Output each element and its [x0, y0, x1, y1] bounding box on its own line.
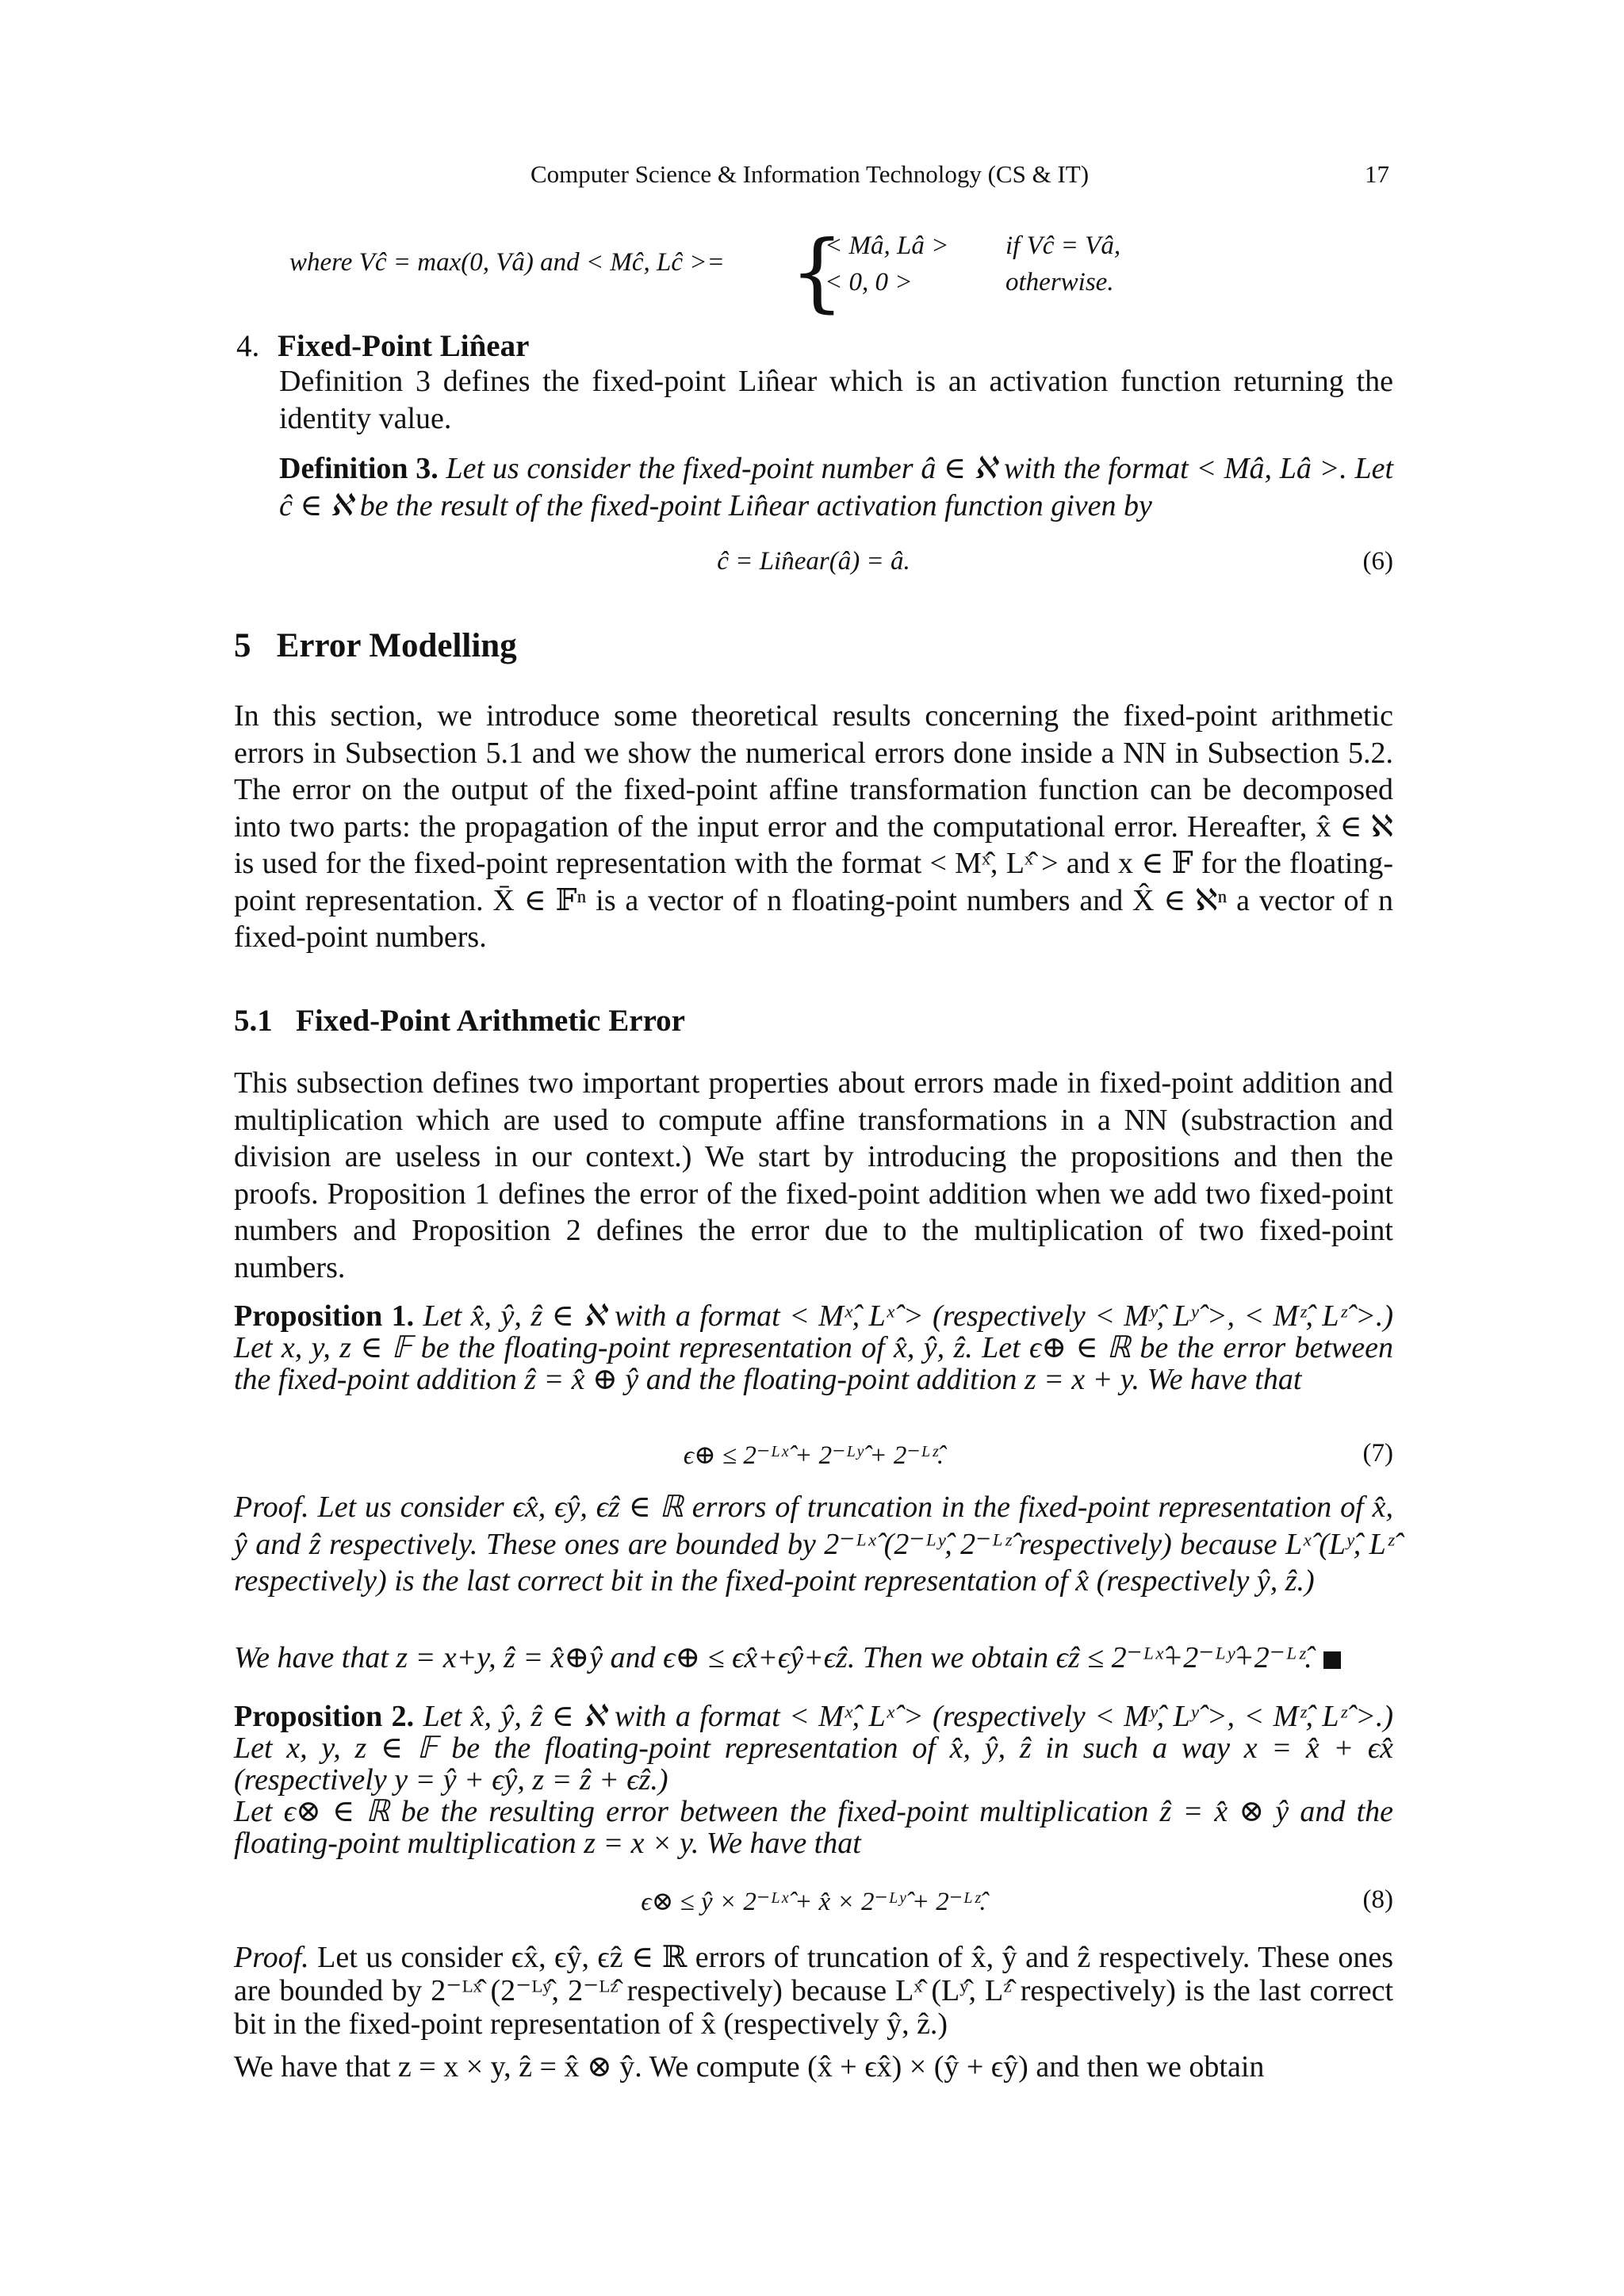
proof-2	[234, 1941, 1393, 2041]
proposition-label: Proposition 1.	[234, 1299, 415, 1333]
equation-6-body: ĉ = Lin̂ear(â) = â.	[717, 547, 910, 576]
subsection-title: Fixed-Point Arithmetic Error	[296, 1004, 685, 1038]
section-title: Error Modelling	[276, 627, 517, 664]
proof-last-line-text: We have that z = x+y, ẑ = x̂⊕ŷ and ϵ⊕ ≤ ϵx̂+ϵŷ+ϵẑ. Then we obtain ϵẑ ≤ 2⁻ᴸˣ̂+2⁻ᴸʸ̂+2⁻ᴸᶻ̂.	[234, 1641, 1312, 1674]
subsection-5-1-heading	[234, 1003, 685, 1039]
piecewise-lead: where Vĉ = max(0, Vâ) and < Mĉ, Lĉ >=	[289, 248, 725, 277]
equation-7	[234, 1439, 1393, 1479]
definition-label: Definition 3.	[279, 452, 439, 485]
definition-text: Let us consider the fixed-point number â ∈ ℵ with the format < Mâ, Lâ >. Let ĉ ∈ ℵ be the result of the fixed-point Lin̂ear activation function given by	[279, 452, 1394, 522]
qed-square-icon	[1323, 1651, 1341, 1669]
proposition-2	[234, 1701, 1393, 1796]
proof-label: Proof.	[234, 1490, 309, 1524]
list-item-title: Fixed-Point Lin̂ear	[278, 329, 530, 363]
equation-8	[234, 1885, 1393, 1925]
piecewise-case2-condition: otherwise.	[1005, 268, 1114, 297]
proof-1	[234, 1489, 1393, 1600]
piecewise-case1-value: < Mâ, Lâ >	[825, 232, 949, 260]
equation-6	[234, 547, 1393, 587]
page-number: 17	[1365, 160, 1389, 188]
piecewise-case2-value: < 0, 0 >	[825, 268, 913, 297]
section-number: 5	[234, 627, 251, 664]
section-5-paragraph: In this section, we introduce some theoretical results concerning the fixed-point arithmetic errors in Subsection 5.1 and we show the numerical errors done inside a NN in Subsection 5.2. The error on the output of the fixed-point affine transformation function can be decomposed into two parts: the propagation of the input error and the computational error. Hereafter, x̂ ∈ ℵ is used for the fixed-point representation with the format < Mˣ̂, Lˣ̂ > and x ∈ 𝔽 for the floating-point representation. X̄ ∈ 𝔽ⁿ is a vector of n floating-point numbers and X̂ ∈ ℵⁿ a vector of n fixed-point numbers.	[234, 699, 1393, 954]
running-header	[230, 160, 1389, 195]
list-item-text: Definition 3 defines the fixed-point Lin̂ear which is an activation function returning the identity value.	[279, 365, 1393, 435]
equation-6-number: (6)	[1362, 547, 1393, 576]
proof-label: Proof.	[234, 1941, 309, 1974]
equation-7-body: ϵ⊕ ≤ 2⁻ᴸˣ̂ + 2⁻ᴸʸ̂ + 2⁻ᴸᶻ̂.	[683, 1441, 944, 1470]
subsection-number: 5.1	[234, 1004, 273, 1038]
equation-8-number: (8)	[1362, 1885, 1393, 1914]
proposition-label: Proposition 2.	[234, 1700, 415, 1733]
equation-8-body: ϵ⊗ ≤ ŷ × 2⁻ᴸˣ̂ + x̂ × 2⁻ᴸʸ̂ + 2⁻ᴸᶻ̂.	[641, 1888, 986, 1916]
proof-text: Let us consider ϵx̂, ϵŷ, ϵẑ ∈ ℝ errors of truncation in the fixed-point representation of x̂, ŷ and ẑ respectively. These ones are bounded by 2⁻ᴸˣ̂ (2⁻ᴸʸ̂, 2⁻ᴸᶻ̂ respectively) because Lˣ̂ (Lʸ̂, Lᶻ̂ respectively) is the last correct bit in the fixed-point representation of x̂ (respectively ŷ, ẑ.)	[234, 1490, 1393, 1598]
proof-1-last-line	[234, 1640, 1393, 1677]
proposition-1	[234, 1300, 1393, 1395]
proof-2-last-line: We have that z = x × y, ẑ = x̂ ⊗ ŷ. We compute (x̂ + ϵx̂) × (ŷ + ϵŷ) and then we obtain	[234, 2050, 1265, 2084]
piecewise-brace: {	[790, 223, 845, 322]
list-item-number: 4.	[236, 329, 260, 363]
definition-3	[279, 450, 1393, 524]
proposition-text: Let x̂, ŷ, ẑ ∈ ℵ with a format < Mˣ̂, Lˣ̂ > (respectively < Mʸ̂, Lʸ̂ >, < Mᶻ̂, Lᶻ̂ >.) Let x, y, z ∈ 𝔽 be the floating-point representation of x̂, ŷ, ẑ in such a way x = x̂ + ϵx̂ (respectively y = ŷ + ϵŷ, z = ẑ + ϵẑ.)	[234, 1700, 1393, 1797]
proposition-2-continued: Let ϵ⊗ ∈ ℝ be the resulting error between the fixed-point multiplication ẑ = x̂ ⊗ ŷ and the floating-point multiplication z = x × y. We have that	[234, 1795, 1393, 1860]
equation-7-number: (7)	[1362, 1439, 1393, 1468]
section-5-heading	[234, 626, 517, 665]
piecewise-case1-condition: if Vĉ = Vâ,	[1005, 232, 1121, 260]
proposition-text: Let x̂, ŷ, ẑ ∈ ℵ with a format < Mˣ̂, Lˣ̂ > (respectively < Mʸ̂, Lʸ̂ >, < Mᶻ̂, Lᶻ̂ >.) Let x, y, z ∈ 𝔽 be the floating-point representation of x̂, ŷ, ẑ. Let ϵ⊕ ∈ ℝ be the error between the fixed-point addition ẑ = x̂ ⊕ ŷ and the floating-point addition z = x + y. We have that	[234, 1299, 1393, 1396]
proof-text: Let us consider ϵx̂, ϵŷ, ϵẑ ∈ ℝ errors of truncation of x̂, ŷ and ẑ respectively. These ones are bounded by 2⁻ᴸˣ̂ (2⁻ᴸʸ̂, 2⁻ᴸᶻ̂ respectively) because Lˣ̂ (Lʸ̂, Lᶻ̂ respectively) is the last correct bit in the fixed-point representation of x̂ (respectively ŷ, ẑ.)	[234, 1941, 1394, 2041]
running-title: Computer Science & Information Technology (CS & IT)	[530, 160, 1090, 188]
subsection-5-1-paragraph: This subsection defines two important properties about errors made in fixed-point addition and multiplication which are used to compute affine transformations in a NN (substraction and division are useless in our context.) We start by introducing the propositions and then the proofs. Proposition 1 defines the error of the fixed-point addition when we add two fixed-point numbers and Proposition 2 defines the error due to the multiplication of two fixed-point numbers.	[234, 1066, 1393, 1284]
